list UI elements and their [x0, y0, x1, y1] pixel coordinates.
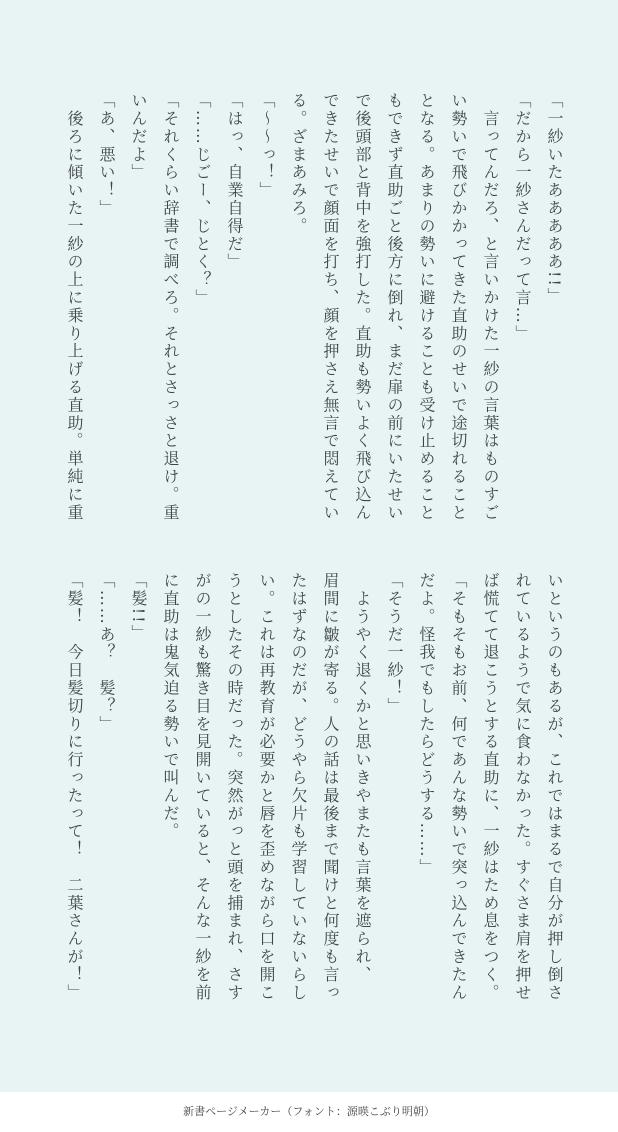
text-block-lower: いというのもあるが、これではまるで自分が押し倒さ れているようで気に食わなかった。すぐさま肩を押せ ば慌てて退こうとする直助に、一紗はため息をつく。 「そもそもお前、何であんな勢いで突っ込んできたん だよ。怪我でもしたらどうする……」 「そうだ一紗！」 ようやく退くかと思いきやまたも言葉を遮られ、 眉間に皺が寄る。人の話は最後まで聞けと何度も言っ たはずなのだが、どうやら欠片も学習していないらし い。これは再教育が必要かと唇を歪めながら口を開こ うとしたその時だった。突然がっと頭を捕まれ、さす がの一紗も驚き目を見開いていると、そんな一紗を前 に直助は鬼気迫る勢いで叫んだ。 「髪!!」 「……あ？ 髪？」 「髪！ 今日髪切りに行ったって！ 二葉さんが！」 [65, 572, 564, 1002]
footer-credit: 新書ページメーカー（フォント：源暎こぶり明朝） [183, 1105, 435, 1118]
text-block-upper: 「一紗いたあああああ!!」 「だから一紗さんだって言…」 言ってんだろ、と言いかけた一紗の言葉はものすご い勢いで飛びかかってきた直助のせいで途切れること となる。あまりの勢いに避けることも受け止めること もできず直助ごと後方に倒れ、まだ扉の前にいたせい で後頭部と背中を強打した。直助も勢いよく飛び込ん できたせいで顔面を打ち、顔を押さえ無言で悶えてい る。ざまあみろ。 「～～っ！」 「はっ、自業自得だ」 「……じごー、じとく？」 「それくらい辞書で調べろ。それとさっさと退け。重 いんだよ」 「あ、悪い！」 後ろに傾いた一紗の上に乗り上げる直助。単純に重 [65, 92, 564, 522]
